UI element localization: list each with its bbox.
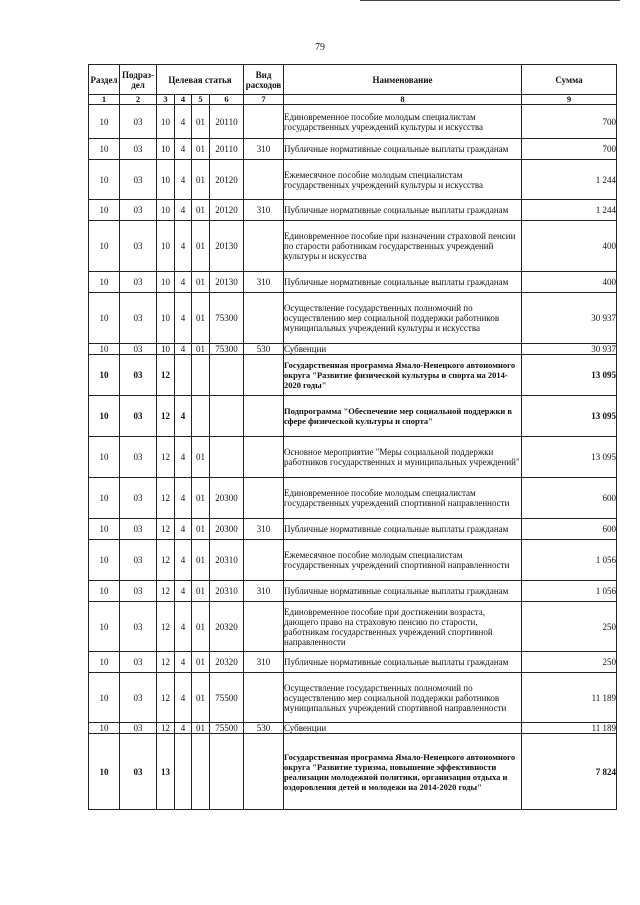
direction-code-cell bbox=[210, 355, 244, 396]
expense-type-cell bbox=[244, 734, 284, 810]
table-row bbox=[89, 293, 617, 344]
podrazdel-cell: 03 bbox=[120, 200, 157, 221]
sum-cell: 7 824 bbox=[522, 734, 617, 810]
subprogram-code-cell: 4 bbox=[175, 139, 192, 160]
event-code-cell: 01 bbox=[192, 221, 210, 272]
event-code-cell: 01 bbox=[192, 478, 210, 519]
event-code-cell: 01 bbox=[192, 437, 210, 478]
program-code-cell: 12 bbox=[157, 540, 175, 581]
sum-cell: 30 937 bbox=[522, 293, 617, 344]
direction-code-cell: 20300 bbox=[210, 519, 244, 540]
expense-type-cell: 530 bbox=[244, 723, 284, 734]
table-row bbox=[89, 344, 617, 355]
column-number-row bbox=[89, 95, 617, 105]
direction-code-cell: 75500 bbox=[210, 673, 244, 723]
table-row bbox=[89, 519, 617, 540]
event-code-cell bbox=[192, 734, 210, 810]
direction-code-cell bbox=[210, 734, 244, 810]
razdel-cell: 10 bbox=[89, 105, 120, 139]
sum-cell: 13 095 bbox=[522, 355, 617, 396]
razdel-cell: 10 bbox=[89, 293, 120, 344]
expense-type-cell bbox=[244, 437, 284, 478]
direction-code-cell: 20120 bbox=[210, 160, 244, 200]
sum-cell: 13 095 bbox=[522, 437, 617, 478]
event-code-cell: 01 bbox=[192, 581, 210, 602]
program-code-cell: 12 bbox=[157, 723, 175, 734]
subprogram-code-cell: 4 bbox=[175, 540, 192, 581]
name-cell: Публичные нормативные социальные выплаты гражданам bbox=[284, 139, 522, 160]
page-top-line bbox=[360, 0, 620, 1]
table-row bbox=[89, 272, 617, 293]
podrazdel-cell: 03 bbox=[120, 652, 157, 673]
razdel-cell: 10 bbox=[89, 160, 120, 200]
event-code-cell: 01 bbox=[192, 344, 210, 355]
razdel-cell: 10 bbox=[89, 581, 120, 602]
subprogram-code-cell: 4 bbox=[175, 200, 192, 221]
podrazdel-cell: 03 bbox=[120, 519, 157, 540]
name-cell: Единовременное пособие при достижении возраста, дающего право на страховую пенсию по старости, работникам государственных учреждений спортивной направленности bbox=[284, 602, 522, 652]
column-number: 1 bbox=[89, 95, 120, 105]
expense-type-cell: 310 bbox=[244, 581, 284, 602]
column-number: 9 bbox=[522, 95, 617, 105]
table-row bbox=[89, 160, 617, 200]
subprogram-code-cell: 4 bbox=[175, 478, 192, 519]
column-number: 7 bbox=[244, 95, 284, 105]
sum-cell: 250 bbox=[522, 602, 617, 652]
expense-type-cell: 310 bbox=[244, 652, 284, 673]
subprogram-code-cell: 4 bbox=[175, 673, 192, 723]
header-razdel: Раздел bbox=[89, 65, 120, 95]
table-row bbox=[89, 723, 617, 734]
program-code-cell: 10 bbox=[157, 160, 175, 200]
razdel-cell: 10 bbox=[89, 673, 120, 723]
razdel-cell: 10 bbox=[89, 139, 120, 160]
sum-cell: 600 bbox=[522, 478, 617, 519]
sum-cell: 400 bbox=[522, 221, 617, 272]
name-cell: Осуществление государственных полномочий по осуществлению мер социальной поддержки работников муниципальных учреждений культуры и искусства bbox=[284, 293, 522, 344]
sum-cell: 1 056 bbox=[522, 540, 617, 581]
program-code-cell: 10 bbox=[157, 200, 175, 221]
direction-code-cell: 20320 bbox=[210, 652, 244, 673]
direction-code-cell: 20130 bbox=[210, 272, 244, 293]
page-number: 79 bbox=[315, 42, 325, 53]
event-code-cell: 01 bbox=[192, 673, 210, 723]
program-code-cell: 10 bbox=[157, 221, 175, 272]
razdel-cell: 10 bbox=[89, 272, 120, 293]
expense-type-cell: 310 bbox=[244, 139, 284, 160]
column-number: 5 bbox=[192, 95, 210, 105]
sum-cell: 250 bbox=[522, 652, 617, 673]
column-number: 8 bbox=[284, 95, 522, 105]
event-code-cell: 01 bbox=[192, 519, 210, 540]
razdel-cell: 10 bbox=[89, 437, 120, 478]
name-cell: Публичные нормативные социальные выплаты гражданам bbox=[284, 519, 522, 540]
expense-type-cell bbox=[244, 396, 284, 437]
subprogram-code-cell: 4 bbox=[175, 437, 192, 478]
column-number: 4 bbox=[175, 95, 192, 105]
subprogram-code-cell: 4 bbox=[175, 221, 192, 272]
sum-cell: 1 244 bbox=[522, 160, 617, 200]
subprogram-code-cell: 4 bbox=[175, 293, 192, 344]
podrazdel-cell: 03 bbox=[120, 602, 157, 652]
podrazdel-cell: 03 bbox=[120, 581, 157, 602]
podrazdel-cell: 03 bbox=[120, 355, 157, 396]
expense-type-cell bbox=[244, 540, 284, 581]
name-cell: Единовременное пособие молодым специалистам государственных учреждений культуры и искусства bbox=[284, 105, 522, 139]
subprogram-code-cell bbox=[175, 355, 192, 396]
name-cell: Субвенции bbox=[284, 723, 522, 734]
table-row bbox=[89, 540, 617, 581]
podrazdel-cell: 03 bbox=[120, 723, 157, 734]
direction-code-cell: 75300 bbox=[210, 293, 244, 344]
program-code-cell: 10 bbox=[157, 344, 175, 355]
podrazdel-cell: 03 bbox=[120, 221, 157, 272]
subprogram-code-cell: 4 bbox=[175, 105, 192, 139]
expense-type-cell: 310 bbox=[244, 272, 284, 293]
program-code-cell: 12 bbox=[157, 519, 175, 540]
event-code-cell: 01 bbox=[192, 723, 210, 734]
podrazdel-cell: 03 bbox=[120, 540, 157, 581]
name-cell: Осуществление государственных полномочий по осуществлению мер социальной поддержки работников муниципальных учреждений спортивной направленности bbox=[284, 673, 522, 723]
podrazdel-cell: 03 bbox=[120, 478, 157, 519]
table-header-row bbox=[89, 65, 617, 95]
sum-cell: 30 937 bbox=[522, 344, 617, 355]
expense-type-cell bbox=[244, 293, 284, 344]
table-row bbox=[89, 437, 617, 478]
direction-code-cell: 20110 bbox=[210, 139, 244, 160]
header-target-article: Целевая статья bbox=[157, 65, 244, 95]
event-code-cell: 01 bbox=[192, 139, 210, 160]
event-code-cell: 01 bbox=[192, 602, 210, 652]
sum-cell: 700 bbox=[522, 139, 617, 160]
direction-code-cell: 20310 bbox=[210, 540, 244, 581]
razdel-cell: 10 bbox=[89, 396, 120, 437]
event-code-cell: 01 bbox=[192, 540, 210, 581]
subprogram-code-cell: 4 bbox=[175, 723, 192, 734]
expense-type-cell bbox=[244, 105, 284, 139]
event-code-cell: 01 bbox=[192, 652, 210, 673]
table-row bbox=[89, 478, 617, 519]
table-row bbox=[89, 581, 617, 602]
expense-type-cell bbox=[244, 160, 284, 200]
table-row bbox=[89, 200, 617, 221]
direction-code-cell: 20310 bbox=[210, 581, 244, 602]
subprogram-code-cell: 4 bbox=[175, 160, 192, 200]
direction-code-cell: 20120 bbox=[210, 200, 244, 221]
razdel-cell: 10 bbox=[89, 723, 120, 734]
direction-code-cell: 20110 bbox=[210, 105, 244, 139]
table-row bbox=[89, 673, 617, 723]
header-podrazdel: Подраз-дел bbox=[120, 65, 157, 95]
table-row bbox=[89, 652, 617, 673]
sum-cell: 13 095 bbox=[522, 396, 617, 437]
podrazdel-cell: 03 bbox=[120, 437, 157, 478]
direction-code-cell: 75300 bbox=[210, 344, 244, 355]
razdel-cell: 10 bbox=[89, 734, 120, 810]
podrazdel-cell: 03 bbox=[120, 344, 157, 355]
sum-cell: 700 bbox=[522, 105, 617, 139]
name-cell: Единовременное пособие молодым специалистам государственных учреждений спортивной направленности bbox=[284, 478, 522, 519]
expense-type-cell bbox=[244, 673, 284, 723]
name-cell: Единовременное пособие при назначении страховой пенсии по старости работникам государственных учреждений культуры и искусства bbox=[284, 221, 522, 272]
razdel-cell: 10 bbox=[89, 652, 120, 673]
razdel-cell: 10 bbox=[89, 519, 120, 540]
header-sum: Сумма bbox=[522, 65, 617, 95]
razdel-cell: 10 bbox=[89, 540, 120, 581]
program-code-cell: 10 bbox=[157, 139, 175, 160]
podrazdel-cell: 03 bbox=[120, 734, 157, 810]
budget-table bbox=[88, 64, 617, 810]
table-row bbox=[89, 734, 617, 810]
event-code-cell: 01 bbox=[192, 105, 210, 139]
table-body bbox=[89, 105, 617, 810]
razdel-cell: 10 bbox=[89, 355, 120, 396]
column-number: 6 bbox=[210, 95, 244, 105]
direction-code-cell: 20320 bbox=[210, 602, 244, 652]
sum-cell: 1 056 bbox=[522, 581, 617, 602]
name-cell: Публичные нормативные социальные выплаты гражданам bbox=[284, 652, 522, 673]
event-code-cell: 01 bbox=[192, 272, 210, 293]
program-code-cell: 12 bbox=[157, 673, 175, 723]
direction-code-cell: 20130 bbox=[210, 221, 244, 272]
event-code-cell: 01 bbox=[192, 293, 210, 344]
subprogram-code-cell bbox=[175, 734, 192, 810]
program-code-cell: 10 bbox=[157, 105, 175, 139]
table-row bbox=[89, 396, 617, 437]
expense-type-cell: 310 bbox=[244, 200, 284, 221]
header-expense-type: Вид расходов bbox=[244, 65, 284, 95]
event-code-cell bbox=[192, 355, 210, 396]
expense-type-cell bbox=[244, 355, 284, 396]
podrazdel-cell: 03 bbox=[120, 673, 157, 723]
program-code-cell: 12 bbox=[157, 396, 175, 437]
name-cell: Ежемесячное пособие молодым специалистам государственных учреждений культуры и искусства bbox=[284, 160, 522, 200]
subprogram-code-cell: 4 bbox=[175, 519, 192, 540]
subprogram-code-cell: 4 bbox=[175, 344, 192, 355]
razdel-cell: 10 bbox=[89, 200, 120, 221]
column-number: 3 bbox=[157, 95, 175, 105]
name-cell: Государственная программа Ямало-Ненецкого автономного округа "Развитие физической культуры и спорта на 2014-2020 годы" bbox=[284, 355, 522, 396]
razdel-cell: 10 bbox=[89, 344, 120, 355]
table-row bbox=[89, 602, 617, 652]
name-cell: Публичные нормативные социальные выплаты гражданам bbox=[284, 200, 522, 221]
sum-cell: 11 189 bbox=[522, 673, 617, 723]
expense-type-cell bbox=[244, 602, 284, 652]
program-code-cell: 12 bbox=[157, 478, 175, 519]
name-cell: Публичные нормативные социальные выплаты гражданам bbox=[284, 581, 522, 602]
name-cell: Субвенции bbox=[284, 344, 522, 355]
razdel-cell: 10 bbox=[89, 221, 120, 272]
direction-code-cell bbox=[210, 437, 244, 478]
expense-type-cell: 310 bbox=[244, 519, 284, 540]
event-code-cell bbox=[192, 396, 210, 437]
podrazdel-cell: 03 bbox=[120, 396, 157, 437]
razdel-cell: 10 bbox=[89, 478, 120, 519]
sum-cell: 600 bbox=[522, 519, 617, 540]
header-name: Наименование bbox=[284, 65, 522, 95]
razdel-cell: 10 bbox=[89, 602, 120, 652]
table-row bbox=[89, 355, 617, 396]
event-code-cell: 01 bbox=[192, 200, 210, 221]
podrazdel-cell: 03 bbox=[120, 272, 157, 293]
direction-code-cell bbox=[210, 396, 244, 437]
table-row bbox=[89, 139, 617, 160]
expense-type-cell: 530 bbox=[244, 344, 284, 355]
program-code-cell: 10 bbox=[157, 293, 175, 344]
name-cell: Основное мероприятие "Меры социальной поддержки работников государственных и муниципальных учреждений" bbox=[284, 437, 522, 478]
subprogram-code-cell: 4 bbox=[175, 652, 192, 673]
name-cell: Подпрограмма "Обеспечение мер социальной поддержки в сфере физической культуры и спорта" bbox=[284, 396, 522, 437]
column-number: 2 bbox=[120, 95, 157, 105]
program-code-cell: 12 bbox=[157, 437, 175, 478]
name-cell: Ежемесячное пособие молодым специалистам государственных учреждений спортивной направленности bbox=[284, 540, 522, 581]
podrazdel-cell: 03 bbox=[120, 139, 157, 160]
program-code-cell: 12 bbox=[157, 581, 175, 602]
subprogram-code-cell: 4 bbox=[175, 581, 192, 602]
name-cell: Государственная программа Ямало-Ненецкого автономного округа "Развитие туризма, повышение эффективности реализации молодежной политики, организация отдыха и оздоровления детей и молодежи на 2014-2020 годы" bbox=[284, 734, 522, 810]
event-code-cell: 01 bbox=[192, 160, 210, 200]
program-code-cell: 12 bbox=[157, 602, 175, 652]
table-row bbox=[89, 105, 617, 139]
program-code-cell: 13 bbox=[157, 734, 175, 810]
subprogram-code-cell: 4 bbox=[175, 602, 192, 652]
subprogram-code-cell: 4 bbox=[175, 396, 192, 437]
sum-cell: 1 244 bbox=[522, 200, 617, 221]
program-code-cell: 10 bbox=[157, 272, 175, 293]
name-cell: Публичные нормативные социальные выплаты гражданам bbox=[284, 272, 522, 293]
expense-type-cell bbox=[244, 478, 284, 519]
direction-code-cell: 75500 bbox=[210, 723, 244, 734]
table-row bbox=[89, 221, 617, 272]
sum-cell: 11 189 bbox=[522, 723, 617, 734]
podrazdel-cell: 03 bbox=[120, 160, 157, 200]
podrazdel-cell: 03 bbox=[120, 105, 157, 139]
program-code-cell: 12 bbox=[157, 652, 175, 673]
sum-cell: 400 bbox=[522, 272, 617, 293]
program-code-cell: 12 bbox=[157, 355, 175, 396]
expense-type-cell bbox=[244, 221, 284, 272]
direction-code-cell: 20300 bbox=[210, 478, 244, 519]
podrazdel-cell: 03 bbox=[120, 293, 157, 344]
subprogram-code-cell: 4 bbox=[175, 272, 192, 293]
